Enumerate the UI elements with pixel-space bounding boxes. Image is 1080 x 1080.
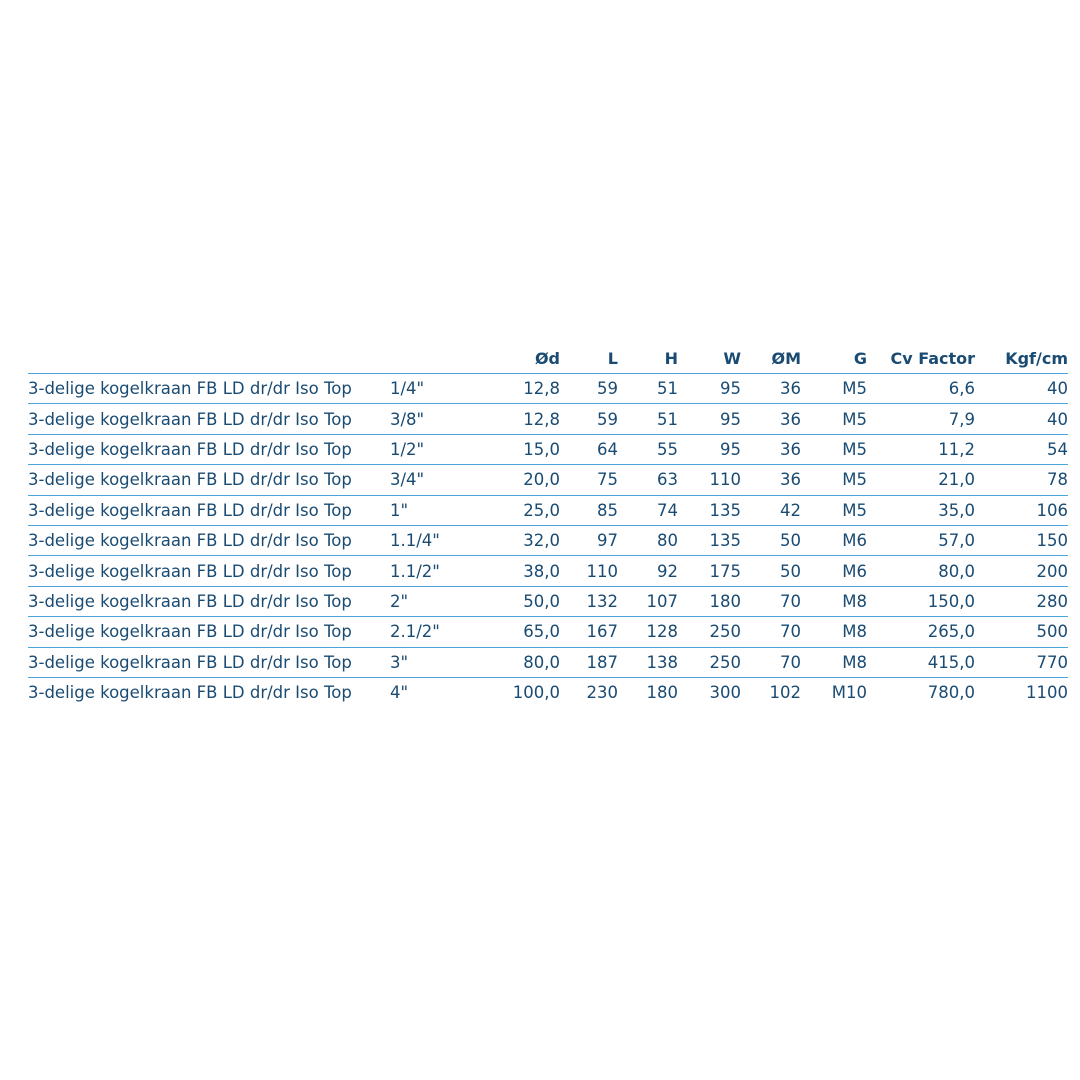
cell-om: 42	[741, 495, 801, 525]
cell-od: 12,8	[490, 374, 560, 404]
header-l: L	[607, 348, 618, 368]
cell-size: 4"	[380, 677, 490, 707]
cell-od: 12,8	[490, 404, 560, 434]
cell-kgf-cm: 40	[975, 374, 1068, 404]
cell-size: 2"	[380, 586, 490, 616]
cell-kgf-cm: 500	[975, 617, 1068, 647]
cell-g: M5	[801, 465, 867, 495]
cell-w: 95	[678, 404, 741, 434]
header-g: G	[853, 348, 867, 368]
cell-kgf-cm: 1100	[975, 677, 1068, 707]
cell-g: M8	[801, 586, 867, 616]
cell-w: 135	[678, 495, 741, 525]
cell-h: 55	[618, 434, 678, 464]
cell-size: 1.1/2"	[380, 556, 490, 586]
cell-od: 65,0	[490, 617, 560, 647]
cell-om: 102	[741, 677, 801, 707]
cell-g: M8	[801, 617, 867, 647]
cell-od: 80,0	[490, 647, 560, 677]
cell-description: 3-delige kogelkraan FB LD dr/dr Iso Top	[28, 525, 380, 555]
cell-w: 175	[678, 556, 741, 586]
header-size	[380, 343, 490, 374]
cell-od: 32,0	[490, 525, 560, 555]
cell-kgf-cm: 78	[975, 465, 1068, 495]
cell-om: 70	[741, 647, 801, 677]
table-row	[28, 556, 1068, 586]
table-row	[28, 434, 1068, 464]
cell-kgf-cm: 54	[975, 434, 1068, 464]
table-row	[28, 404, 1068, 434]
cell-h: 51	[618, 404, 678, 434]
header-om: ØM	[771, 348, 801, 368]
cell-g: M5	[801, 495, 867, 525]
cell-l: 64	[560, 434, 618, 464]
cell-w: 95	[678, 434, 741, 464]
cell-w: 110	[678, 465, 741, 495]
cell-om: 36	[741, 374, 801, 404]
header-od: Ød	[534, 348, 560, 368]
cell-om: 70	[741, 586, 801, 616]
cell-cv-factor: 6,6	[867, 374, 975, 404]
cell-description: 3-delige kogelkraan FB LD dr/dr Iso Top	[28, 434, 380, 464]
header-cv-factor: Cv Factor	[890, 348, 975, 368]
table-row	[28, 525, 1068, 555]
cell-l: 110	[560, 556, 618, 586]
cell-cv-factor: 11,2	[867, 434, 975, 464]
cell-om: 50	[741, 525, 801, 555]
header-description	[28, 343, 380, 374]
cell-description: 3-delige kogelkraan FB LD dr/dr Iso Top	[28, 647, 380, 677]
cell-om: 70	[741, 617, 801, 647]
cell-od: 50,0	[490, 586, 560, 616]
cell-size: 1"	[380, 495, 490, 525]
cell-description: 3-delige kogelkraan FB LD dr/dr Iso Top	[28, 465, 380, 495]
cell-l: 132	[560, 586, 618, 616]
cell-cv-factor: 150,0	[867, 586, 975, 616]
cell-l: 97	[560, 525, 618, 555]
cell-w: 250	[678, 617, 741, 647]
cell-od: 20,0	[490, 465, 560, 495]
cell-l: 75	[560, 465, 618, 495]
cell-cv-factor: 265,0	[867, 617, 975, 647]
cell-size: 1.1/4"	[380, 525, 490, 555]
cell-kgf-cm: 150	[975, 525, 1068, 555]
table-row	[28, 495, 1068, 525]
cell-od: 15,0	[490, 434, 560, 464]
cell-h: 128	[618, 617, 678, 647]
cell-cv-factor: 7,9	[867, 404, 975, 434]
cell-l: 59	[560, 374, 618, 404]
table-body	[28, 374, 1068, 708]
table-row	[28, 677, 1068, 707]
cell-om: 36	[741, 404, 801, 434]
cell-w: 180	[678, 586, 741, 616]
spec-table	[28, 343, 1068, 707]
table-row	[28, 465, 1068, 495]
cell-l: 59	[560, 404, 618, 434]
table-row	[28, 374, 1068, 404]
cell-w: 250	[678, 647, 741, 677]
cell-om: 50	[741, 556, 801, 586]
cell-kgf-cm: 280	[975, 586, 1068, 616]
header-kgf-cm: Kgf/cm	[1005, 348, 1068, 368]
cell-description: 3-delige kogelkraan FB LD dr/dr Iso Top	[28, 404, 380, 434]
cell-l: 85	[560, 495, 618, 525]
cell-description: 3-delige kogelkraan FB LD dr/dr Iso Top	[28, 556, 380, 586]
cell-size: 1/4"	[380, 374, 490, 404]
cell-h: 92	[618, 556, 678, 586]
cell-g: M5	[801, 404, 867, 434]
cell-h: 74	[618, 495, 678, 525]
cell-size: 2.1/2"	[380, 617, 490, 647]
cell-size: 3/8"	[380, 404, 490, 434]
cell-g: M6	[801, 556, 867, 586]
header-row	[28, 343, 1068, 374]
cell-cv-factor: 57,0	[867, 525, 975, 555]
cell-kgf-cm: 770	[975, 647, 1068, 677]
cell-h: 180	[618, 677, 678, 707]
cell-g: M10	[801, 677, 867, 707]
cell-size: 3"	[380, 647, 490, 677]
cell-description: 3-delige kogelkraan FB LD dr/dr Iso Top	[28, 677, 380, 707]
cell-description: 3-delige kogelkraan FB LD dr/dr Iso Top	[28, 495, 380, 525]
cell-cv-factor: 80,0	[867, 556, 975, 586]
cell-h: 63	[618, 465, 678, 495]
cell-h: 51	[618, 374, 678, 404]
cell-om: 36	[741, 465, 801, 495]
cell-l: 230	[560, 677, 618, 707]
cell-kgf-cm: 40	[975, 404, 1068, 434]
cell-w: 135	[678, 525, 741, 555]
cell-om: 36	[741, 434, 801, 464]
cell-h: 107	[618, 586, 678, 616]
cell-kgf-cm: 106	[975, 495, 1068, 525]
cell-g: M5	[801, 374, 867, 404]
cell-size: 1/2"	[380, 434, 490, 464]
cell-od: 38,0	[490, 556, 560, 586]
cell-cv-factor: 780,0	[867, 677, 975, 707]
cell-w: 95	[678, 374, 741, 404]
header-w: W	[723, 348, 741, 368]
cell-g: M5	[801, 434, 867, 464]
cell-l: 187	[560, 647, 618, 677]
cell-description: 3-delige kogelkraan FB LD dr/dr Iso Top	[28, 586, 380, 616]
cell-size: 3/4"	[380, 465, 490, 495]
cell-cv-factor: 35,0	[867, 495, 975, 525]
cell-kgf-cm: 200	[975, 556, 1068, 586]
table-row	[28, 617, 1068, 647]
cell-od: 100,0	[490, 677, 560, 707]
header-h: H	[664, 348, 678, 368]
cell-description: 3-delige kogelkraan FB LD dr/dr Iso Top	[28, 374, 380, 404]
cell-h: 80	[618, 525, 678, 555]
table-row	[28, 647, 1068, 677]
cell-od: 25,0	[490, 495, 560, 525]
cell-l: 167	[560, 617, 618, 647]
cell-g: M8	[801, 647, 867, 677]
table-row	[28, 586, 1068, 616]
cell-description: 3-delige kogelkraan FB LD dr/dr Iso Top	[28, 617, 380, 647]
cell-w: 300	[678, 677, 741, 707]
cell-cv-factor: 415,0	[867, 647, 975, 677]
cell-h: 138	[618, 647, 678, 677]
cell-cv-factor: 21,0	[867, 465, 975, 495]
cell-g: M6	[801, 525, 867, 555]
